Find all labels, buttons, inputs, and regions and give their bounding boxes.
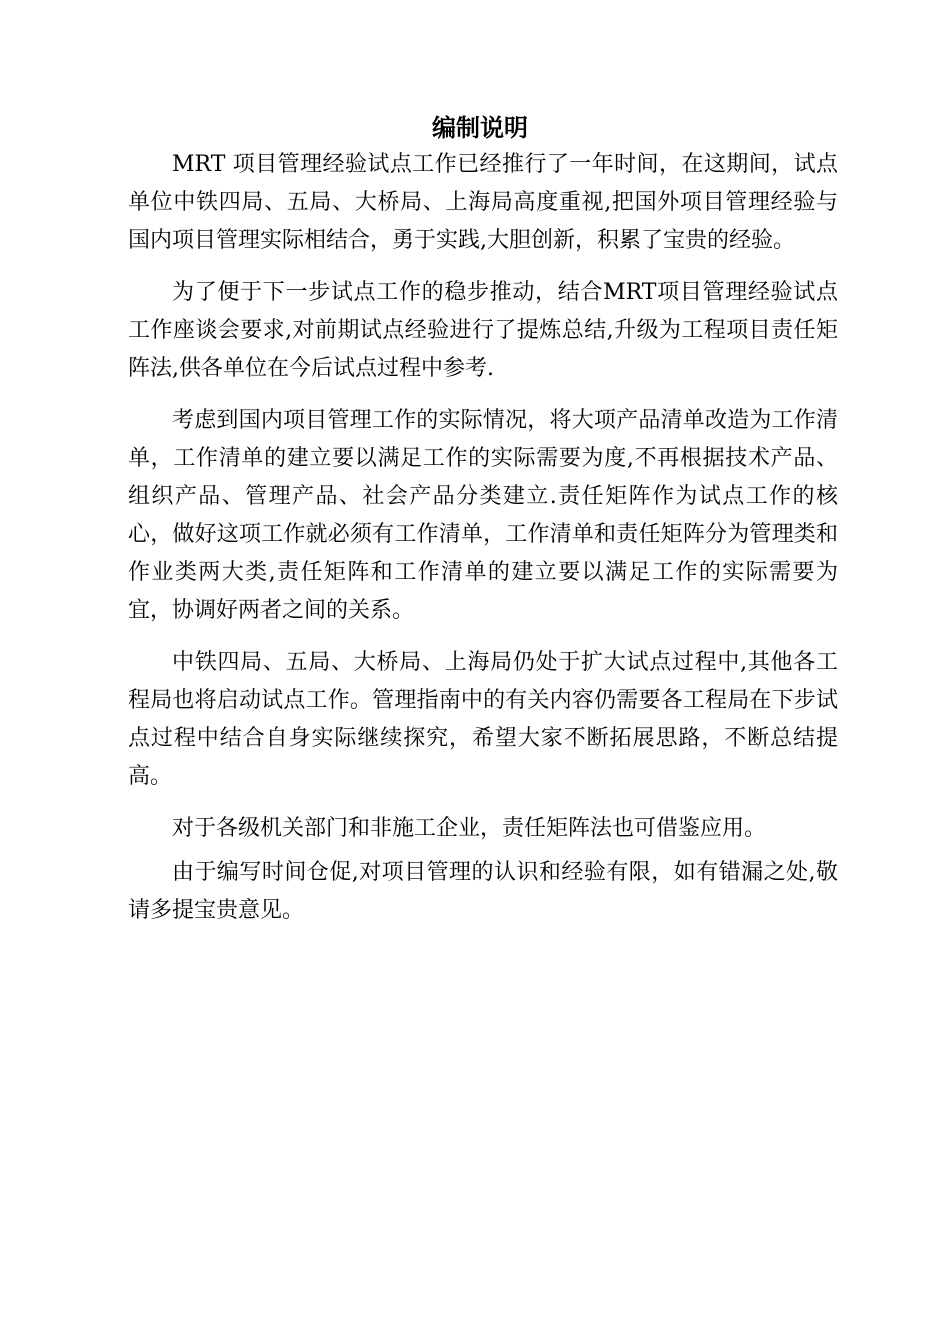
paragraph-work-list: 考虑到国内项目管理工作的实际情况，将大项产品清单改造为工作清单，工作清单的建立要以满足工作的实际需要为度,不再根据技术产品、组织产品、管理产品、社会产品分类建立.责任矩阵作为试点工作的核心，做好这项工作就必须有工作清单，工作清单和责任矩阵分为管理类和作业类两大类,责任矩阵和工作清单的建立要以满足工作的实际需要为宜，协调好两者之间的关系。 <box>128 408 838 623</box>
paragraph-purpose: 为了便于下一步试点工作的稳步推动，结合MRT项目管理经验试点工作座谈会要求,对前期试点经验进行了提炼总结,升级为工程项目责任矩阵法,供各单位在今后试点过程中参考. <box>128 280 838 381</box>
paragraph-application: 对于各级机关部门和非施工企业，责任矩阵法也可借鉴应用。 <box>172 816 767 841</box>
paragraph-expansion: 中铁四局、五局、大桥局、上海局仍处于扩大试点过程中,其他各工程局也将启动试点工作。管理指南中的有关内容仍需要各工程局在下步试点过程中结合自身实际继续探究，希望大家不断拓展思路，不断总结提高。 <box>128 650 838 789</box>
document-title: 编制说明 <box>432 114 528 142</box>
paragraph-intro: MRT 项目管理经验试点工作已经推行了一年时间，在这期间，试点单位中铁四局、五局、大桥局、上海局高度重视,把国外项目管理经验与国内项目管理实际相结合，勇于实践,大胆创新，积累了宝贵的经验。 <box>128 152 838 253</box>
document-body <box>128 146 838 944</box>
paragraph-closing: 由于编写时间仓促,对项目管理的认识和经验有限，如有错漏之处,敬请多提宝贵意见。 <box>128 860 838 923</box>
